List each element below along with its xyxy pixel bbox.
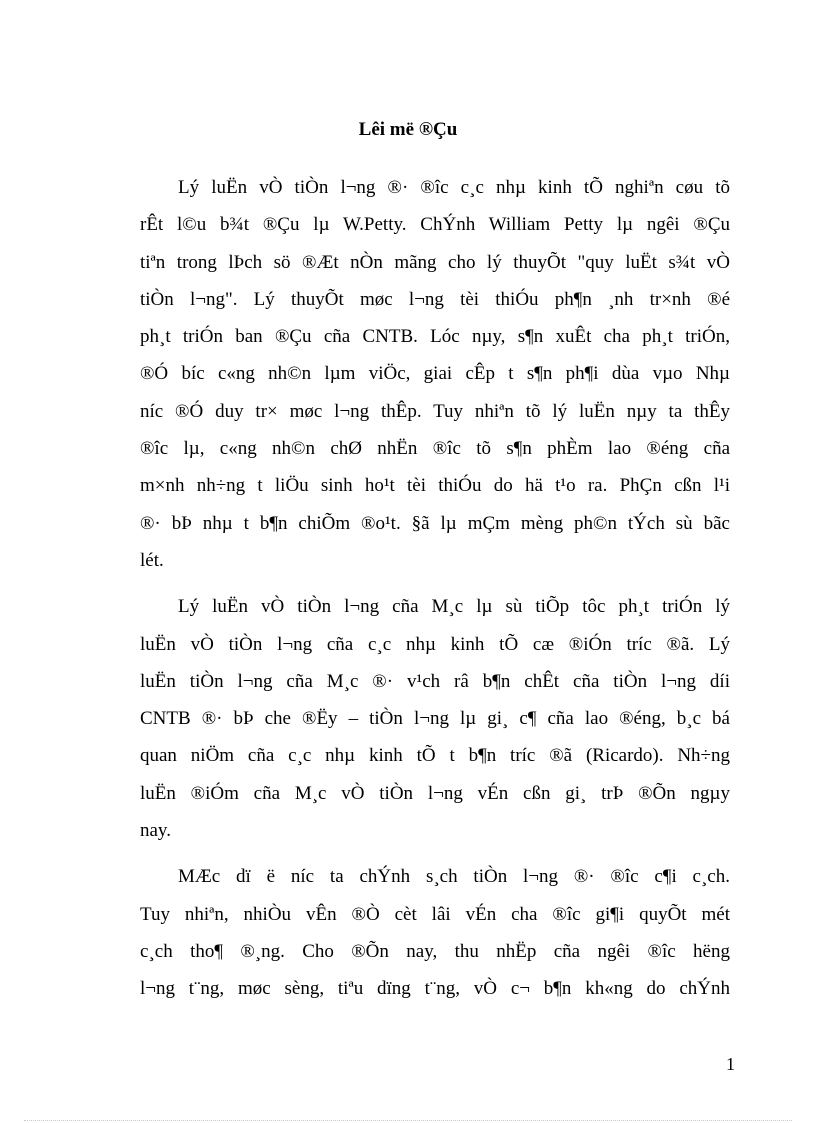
text-line: luËn tiÒn l¬ng cña M¸c ®· v¹ch râ b¶n chÊt cña tiÒn l¬ng díi — [140, 670, 730, 692]
text-line: CNTB ®· bÞ che ®Ëy – tiÒn l¬ng lµ gi¸ c¶ cña lao ®éng, b¸c bá — [140, 708, 730, 730]
text-line: luËn ®iÓm cña M¸c vÒ tiÒn l¬ng vÉn cßn gi¸ trÞ ®Õn ngµy — [140, 782, 730, 804]
text-line: ®îc lµ, c«ng nh©n chØ nhËn ®îc tõ s¶n phÈm lao ®éng cña — [140, 438, 730, 460]
text-line: lét. — [140, 549, 164, 571]
text-line: l¬ng t¨ng, møc sèng, tiªu dïng t¨ng, vÒ c¬ b¶n kh«ng do chÝnh — [140, 978, 730, 1000]
text-line: c¸ch tho¶ ®¸ng. Cho ®Õn nay, thu nhËp cña ngêi ®îc hëng — [140, 940, 730, 962]
paragraph-1 — [140, 169, 730, 579]
document-body — [140, 169, 730, 1017]
page-number: 1 — [726, 1054, 735, 1074]
text-line: tiÒn l¬ng". Lý thuyÕt møc l¬ng tèi thiÓu ph¶n ¸nh tr×nh ®é — [140, 288, 730, 310]
text-line: ph¸t triÓn ban ®Çu cña CNTB. Lóc nµy, s¶n xuÊt cha ph¸t triÓn, — [140, 326, 730, 348]
text-line: rÊt l©u b¾t ®Çu lµ W.Petty. ChÝnh William Petty lµ ngêi ®Çu — [140, 214, 730, 236]
text-line: m×nh nh÷ng t liÖu sinh ho¹t tèi thiÓu do hä t¹o ra. PhÇn cßn l¹i — [140, 475, 730, 497]
text-line: níc ®Ó duy tr× møc l¬ng thÊp. Tuy nhiªn tõ lý luËn nµy ta thÊy — [140, 400, 730, 422]
document-title: Lêi më ®Çu — [358, 119, 458, 140]
paragraph-3 — [140, 858, 730, 1007]
text-line: luËn vÒ tiÒn l¬ng cña c¸c nhµ kinh tÕ cæ ®iÓn tríc ®ã. Lý — [140, 633, 730, 655]
text-line: nay. — [140, 820, 171, 842]
text-line: Lý luËn vÒ tiÒn l¬ng cña M¸c lµ sù tiÕp tôc ph¸t triÓn lý — [178, 596, 730, 618]
text-line: quan niÖm cña c¸c nhµ kinh tÕ t b¶n tríc ®ã (Ricardo). Nh÷ng — [140, 745, 730, 767]
text-line: tiªn trong lÞch sö ®Æt nÒn mãng cho lý thuyÕt "quy luËt s¾t vÒ — [140, 251, 730, 273]
text-line: Tuy nhiªn, nhiÒu vÊn ®Ò cèt lâi vÉn cha ®îc gi¶i quyÕt mét — [140, 903, 730, 925]
text-line: Lý luËn vÒ tiÒn l¬ng ®· ®îc c¸c nhµ kinh tÕ nghiªn cøu tõ — [178, 177, 730, 198]
text-line: MÆc dï ë níc ta chÝnh s¸ch tiÒn l¬ng ®· ®îc c¶i c¸ch. — [178, 866, 730, 888]
text-line: ®· bÞ nhµ t b¶n chiÕm ®o¹t. §ã lµ mÇm mèng ph©n tÝch sù bãc — [140, 512, 730, 534]
paragraph-2 — [140, 588, 730, 849]
text-line: ®Ó bíc c«ng nh©n lµm viÖc, giai cÊp t s¶n ph¶i dùa vµo Nhµ — [140, 363, 730, 385]
page-bottom-divider — [24, 1120, 792, 1121]
